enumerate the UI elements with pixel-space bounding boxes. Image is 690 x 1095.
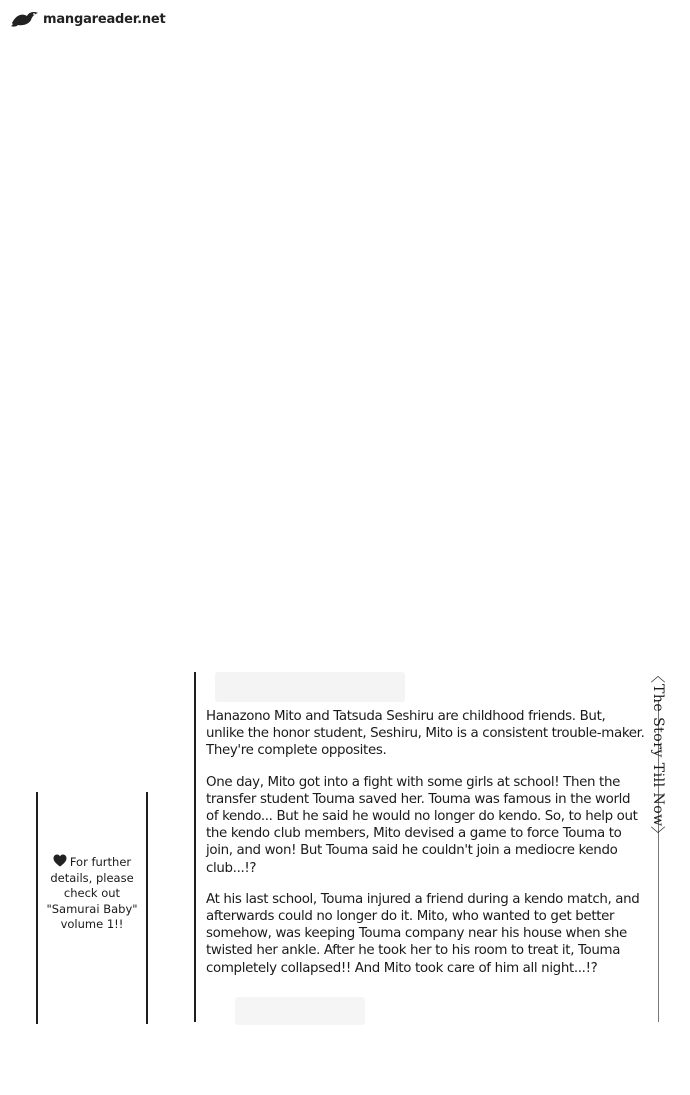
faded-background-artwork-lower	[235, 997, 365, 1025]
story-border-left	[194, 672, 196, 1022]
note-border-left	[36, 792, 38, 1024]
side-note	[42, 854, 142, 933]
story-summary	[206, 708, 646, 991]
side-title-text: The Story Till Now	[650, 683, 666, 827]
side-note-text: For further details, please check out "Samurai Baby" volume 1!!	[46, 855, 138, 931]
faded-background-artwork	[215, 672, 405, 702]
heart-icon	[53, 854, 67, 867]
watermark-text: mangareader.net	[43, 11, 166, 27]
watermark-logo	[10, 8, 166, 30]
story-paragraph: At his last school, Touma injured a friend during a kendo match, and afterwards could no longer do it. Mito, who wanted to get better somehow, was keeping Touma company near his house when she twisted her ankle. After he took her to his room to treat it, Touma completely collapsed!! And Mito took care of him all night...!?	[206, 891, 640, 976]
open-bracket: 〈	[648, 668, 667, 684]
note-border-right	[146, 792, 148, 1024]
bird-silhouette-icon	[10, 9, 40, 29]
story-paragraph: Hanazono Mito and Tatsuda Seshiru are childhood friends. But, unlike the honor student, Seshiru, Mito is a consistent trouble-maker. They're complete opposites.	[206, 709, 645, 759]
story-paragraph: One day, Mito got into a fight with some girls at school! Then the transfer student Touma saved her. Touma was famous in the world of kendo... But he said he would no longer do kendo. So, to help out the kendo club members, Mito devised a game to force Touma to join, and won! But Touma said he couldn't join a mediocre kendo club...!?	[206, 774, 638, 876]
side-title	[648, 668, 668, 1013]
close-bracket: 〉	[648, 826, 667, 842]
